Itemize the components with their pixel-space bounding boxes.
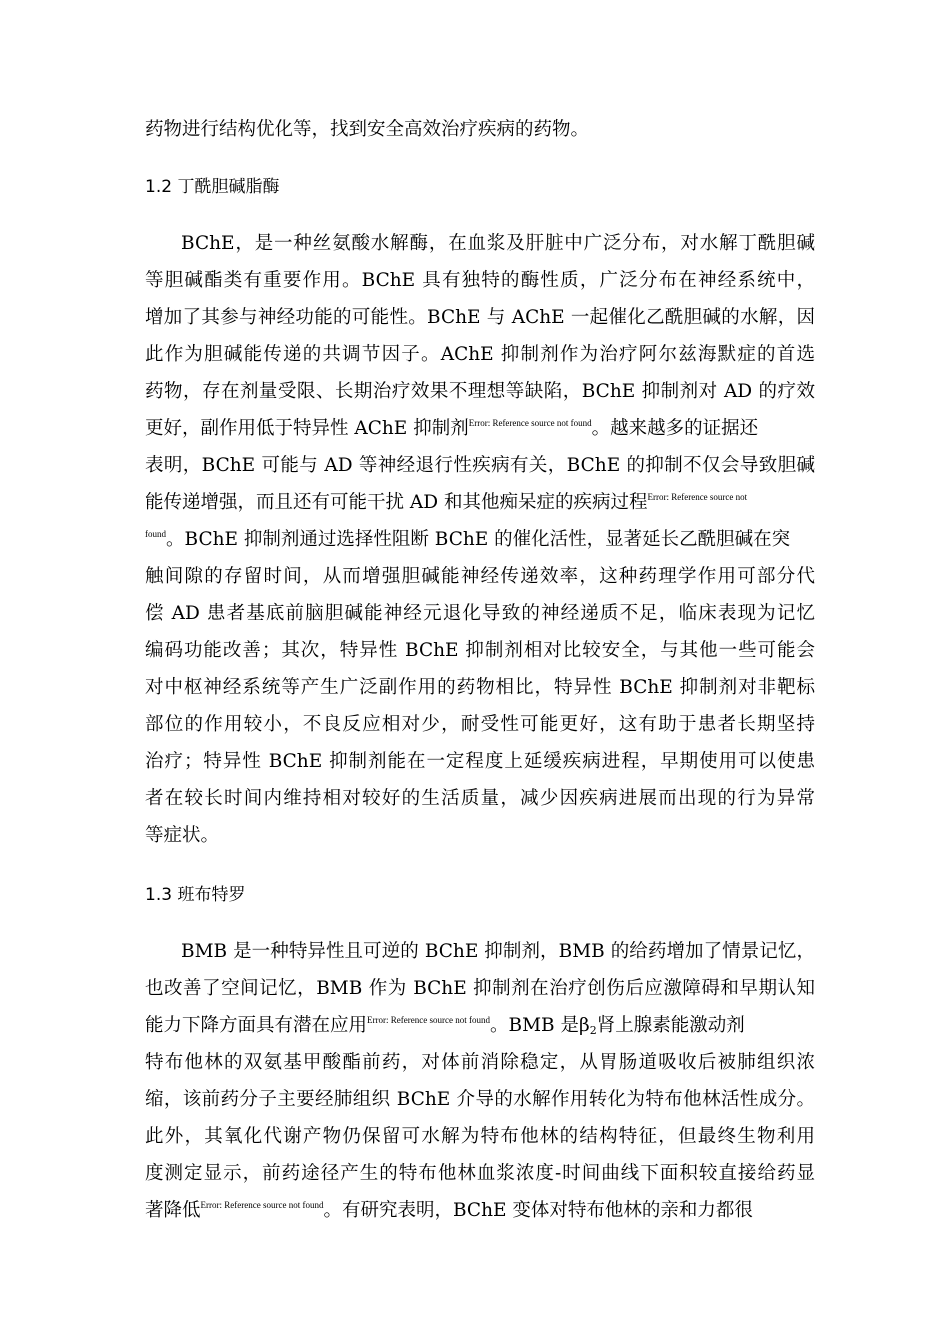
reference-error-note: found xyxy=(145,529,166,539)
text-line xyxy=(145,417,815,441)
subscript: 2 xyxy=(589,1024,597,1037)
text-line: 度测定显示，前药途径产生的特布他林血浆浓度-时间曲线下面积较直接给药显 xyxy=(145,1163,815,1184)
text-line: 缩，该前药分子主要经肺组织 BChE 介导的水解作用转化为特布他林活性成分。 xyxy=(145,1089,815,1110)
reference-error-note: Error: Reference source not found xyxy=(367,1015,490,1025)
text-line: 偿 AD 患者基底前脑胆碱能神经元退化导致的神经递质不足，临床表现为记忆 xyxy=(145,603,815,624)
text-line: 此外，其氧化代谢产物仍保留可水解为特布他林的结构特征，但最终生物利用 xyxy=(145,1126,815,1147)
text-line: 治疗；特异性 BChE 抑制剂能在一定程度上延缓疾病进程，早期使用可以使患 xyxy=(145,751,815,772)
text-line xyxy=(145,491,815,515)
text-line: BChE，是一种丝氨酸水解酶，在血浆及肝脏中广泛分布，对水解丁酰胆碱 xyxy=(181,233,815,254)
text-line: 此作为胆碱能传递的共调节因子。AChE 抑制剂作为治疗阿尔兹海默症的首选 xyxy=(145,344,815,365)
intro-line: 药物进行结构优化等，找到安全高效治疗疾病的药物。 xyxy=(145,119,590,140)
text-line xyxy=(145,1199,815,1223)
text-segment: 。越来越多的证据还 xyxy=(591,418,759,439)
section-heading-1-2: 1.2 丁酰胆碱脂酶 xyxy=(145,177,280,197)
text-line: 特布他林的双氨基甲酸酯前药，对体前消除稳定，从胃肠道吸收后被肺组织浓 xyxy=(145,1052,815,1073)
text-line: 等胆碱酯类有重要作用。BChE 具有独特的酶性质，广泛分布在神经系统中， xyxy=(145,270,815,291)
section-heading-1-3: 1.3 班布特罗 xyxy=(145,885,246,905)
text-line: 触间隙的存留时间，从而增强胆碱能神经传递效率，这种药理学作用可部分代 xyxy=(145,566,815,587)
text-line xyxy=(145,1014,815,1038)
text-line: 等症状。 xyxy=(145,825,220,846)
text-line: 编码功能改善；其次，特异性 BChE 抑制剂相对比较安全，与其他一些可能会 xyxy=(145,640,815,661)
reference-error-note: Error: Reference source not found xyxy=(468,418,592,428)
text-line: 表明，BChE 可能与 AD 等神经退行性疾病有关，BChE 的抑制不仅会导致胆碱 xyxy=(145,455,815,476)
text-line: 药物，存在剂量受限、长期治疗效果不理想等缺陷，BChE 抑制剂对 AD 的疗效 xyxy=(145,381,815,402)
text-segment: 。有研究表明，BChE 变体对特布他林的亲和力都很 xyxy=(323,1200,753,1221)
text-line: 部位的作用较小，不良反应相对少，耐受性可能更好，这有助于患者长期坚持 xyxy=(145,714,815,735)
reference-error-note: Error: Reference source not xyxy=(647,492,748,502)
text-line xyxy=(145,528,815,552)
text-segment: 著降低 xyxy=(145,1200,201,1221)
text-segment: 能力下降方面具有潜在应用 xyxy=(145,1015,368,1036)
text-segment: 更好，副作用低于特异性 AChE 抑制剂 xyxy=(145,418,469,439)
text-line: 对中枢神经系统等产生广泛副作用的药物相比，特异性 BChE 抑制剂对非靶标 xyxy=(145,677,815,698)
text-segment: 。BChE 抑制剂通过选择性阻断 BChE 的催化活性，显著延长乙酰胆碱在突 xyxy=(166,529,791,550)
text-segment: 肾上腺素能激动剂 xyxy=(596,1015,745,1036)
text-segment: 。BMB 是β xyxy=(489,1015,590,1036)
text-segment: 能传递增强，而且还有可能干扰 AD 和其他痴呆症的疾病过程 xyxy=(145,492,648,513)
text-line: 也改善了空间记忆，BMB 作为 BChE 抑制剂在治疗创伤后应激障碍和早期认知 xyxy=(145,978,815,999)
text-line: 增加了其参与神经功能的可能性。BChE 与 AChE 一起催化乙酰胆碱的水解，因 xyxy=(145,307,815,328)
text-line: 者在较长时间内维持相对较好的生活质量，减少因疾病进展而出现的行为异常 xyxy=(145,788,815,809)
reference-error-note: Error: Reference source not found xyxy=(200,1200,324,1210)
text-line: BMB 是一种特异性且可逆的 BChE 抑制剂，BMB 的给药增加了情景记忆， xyxy=(181,941,815,962)
